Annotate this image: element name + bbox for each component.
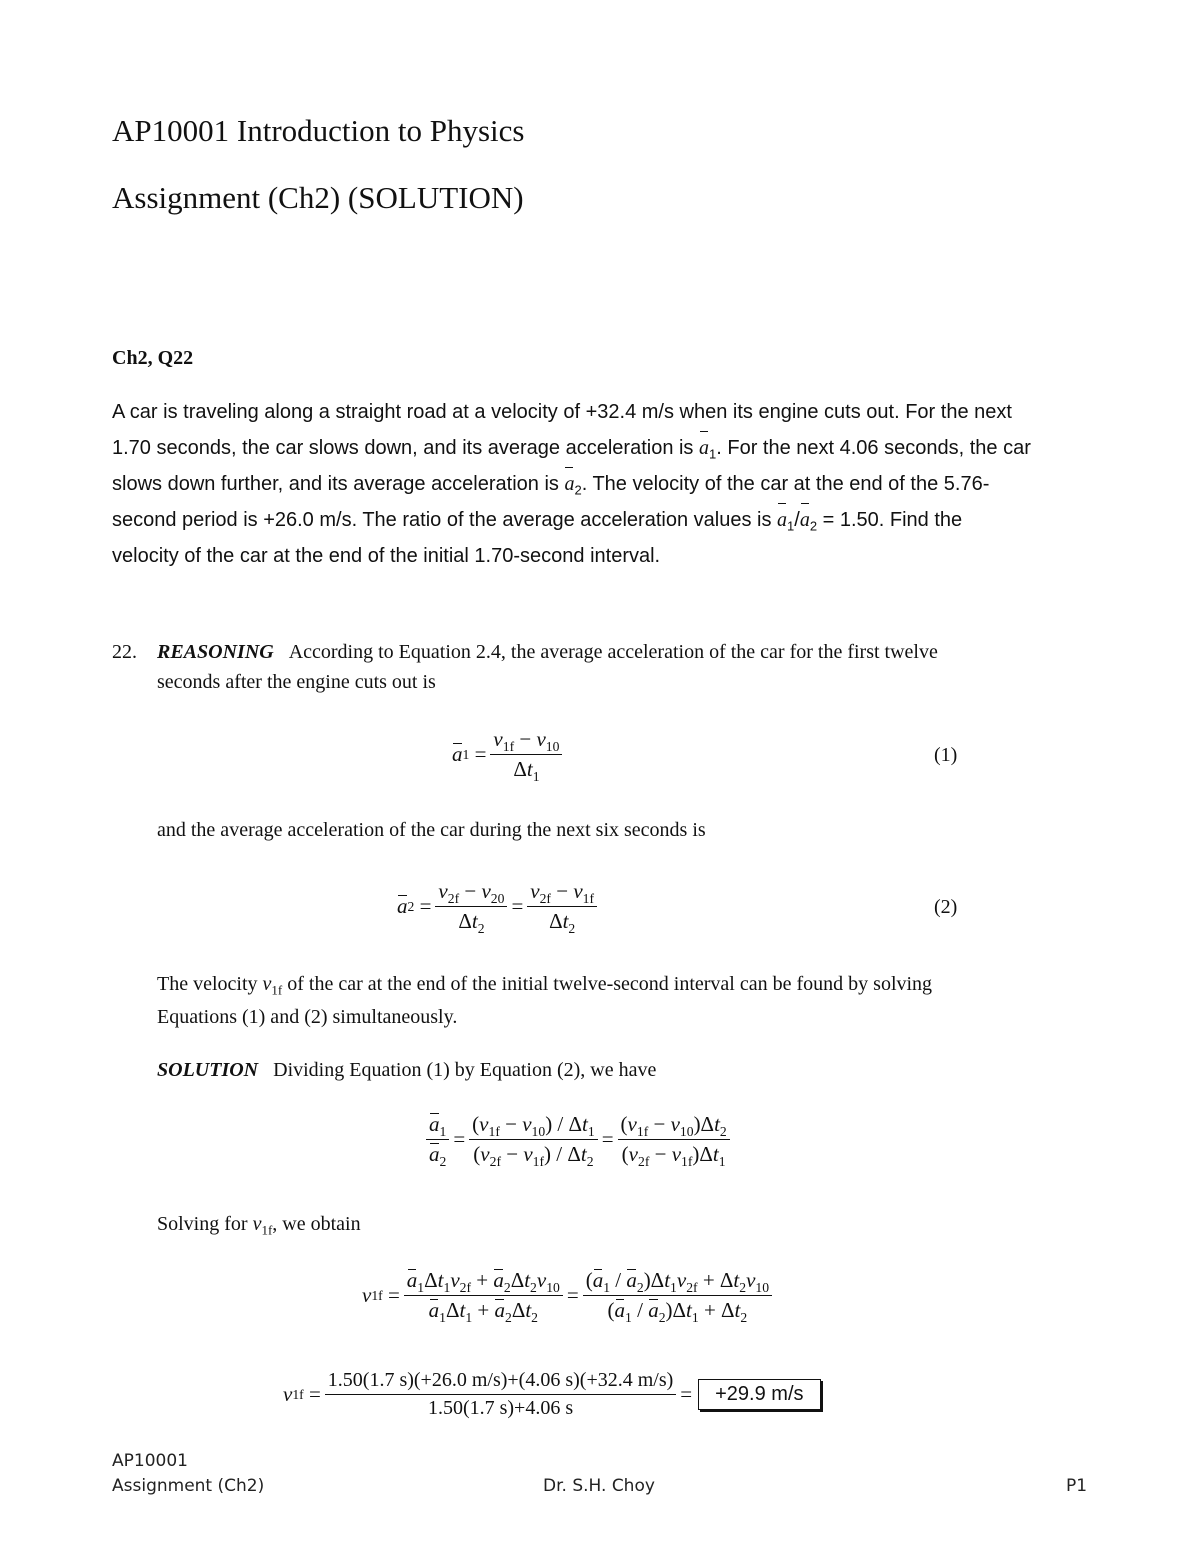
question-text [112,394,1102,574]
footer-page-number: P1 [1066,1476,1088,1496]
equation-final: v 1f = $\frac{1.50(1.7 s)(+26.0 m/s)+(4.06 s)(+32.4 m/s)}{1.50(1.7 s)+4.06 s}$ = +29.9 m/s [283,1369,821,1420]
final-numerator: 1.50(1.7 s)(+26.0 m/s)+(4.06 s)(+32.4 m/s) [325,1369,676,1395]
solution-number: 22. [112,641,137,663]
question-label: Ch2, Q22 [112,347,194,369]
assignment-title: Assignment (Ch2) (SOLUTION) [112,180,524,215]
solution-label: SOLUTION [157,1059,259,1081]
question-line: velocity of the car at the end of the initial 1.70-second interval. [112,545,661,567]
course-title: AP10001 Introduction to Physics [112,113,525,148]
reasoning-label: REASONING [157,641,274,663]
velocity-paragraph: The velocity $v_{1f}$ of the car at the end of the initial twelve-second interval can be found by solving Equations (1) and (2) simultaneously. [157,973,933,1028]
equation-2-number: (2) [934,896,958,918]
equation-v1f: v 1f = $\frac{a_1\Delta t_1v_{2f} + a_2\Delta t_2v_{10}}{a_1\Delta t_1 + a_2\Delta t_2}$ = $\frac{(a_1 / a_2)\Delta t_1v_{2f} + \Delta t_2v_{10}}{(a_1 / a_2)\Delta t_1 + \Delta t_2}$ [362,1268,776,1323]
equation-2: a 2 = $\frac{v_{2f} - v_{20}}{\Delta t_2}$ = $\frac{v_{2f} - v_{1f}}{\Delta t_2}$ [397,879,601,934]
solution-paragraph: SOLUTION Dividing Equation (1) by Equation (2), we have [157,1059,657,1081]
text-between: and the average acceleration of the car during the next six seconds is [157,819,706,841]
question-line: 1.70 seconds, the car slows down, and its average acceleration is $a_1$. For the next 4.06 seconds, the car [112,430,1102,466]
question-line: second period is +26.0 m/s. The ratio of the average acceleration values is $a_1/a_2 = 1.50$. Find the [112,502,1102,538]
equation-1: a 1 = $\frac{v_{1f} - v_{10}}{\Delta t_1}$ [452,727,566,782]
equation-ratio: $\frac{a_1}{a_2}$ = $\frac{(v_{1f} - v_{10}) / \Delta t_1}{(v_{2f} - v_{1f}) / \Delta t_2}$ = $\frac{(v_{1f} - v_{10})\Delta t_2}{(v_{2f} - v_{1f})\Delta t_1}$ [422,1112,734,1167]
final-denominator: 1.50(1.7 s)+4.06 s [427,1397,574,1419]
footer-course-code: AP10001 [112,1451,188,1471]
solving-text: Solving for $v_{1f}$, we obtain [157,1213,361,1238]
question-line: A car is traveling along a straight road at a velocity of +32.4 m/s when its engine cuts out. For the next [112,401,1012,423]
equation-1-number: (1) [934,744,958,766]
question-line: slows down further, and its average acceleration is $a_2$. The velocity of the car at the end of the 5.76- [112,466,1102,502]
answer-box: +29.9 m/s [698,1379,820,1410]
reasoning-paragraph: REASONING According to Equation 2.4, the average acceleration of the car for the first twelve seconds after the engine cuts out is [157,641,938,693]
footer-author: Dr. S.H. Choy [543,1476,655,1496]
footer-assignment: Assignment (Ch2) [112,1476,265,1496]
